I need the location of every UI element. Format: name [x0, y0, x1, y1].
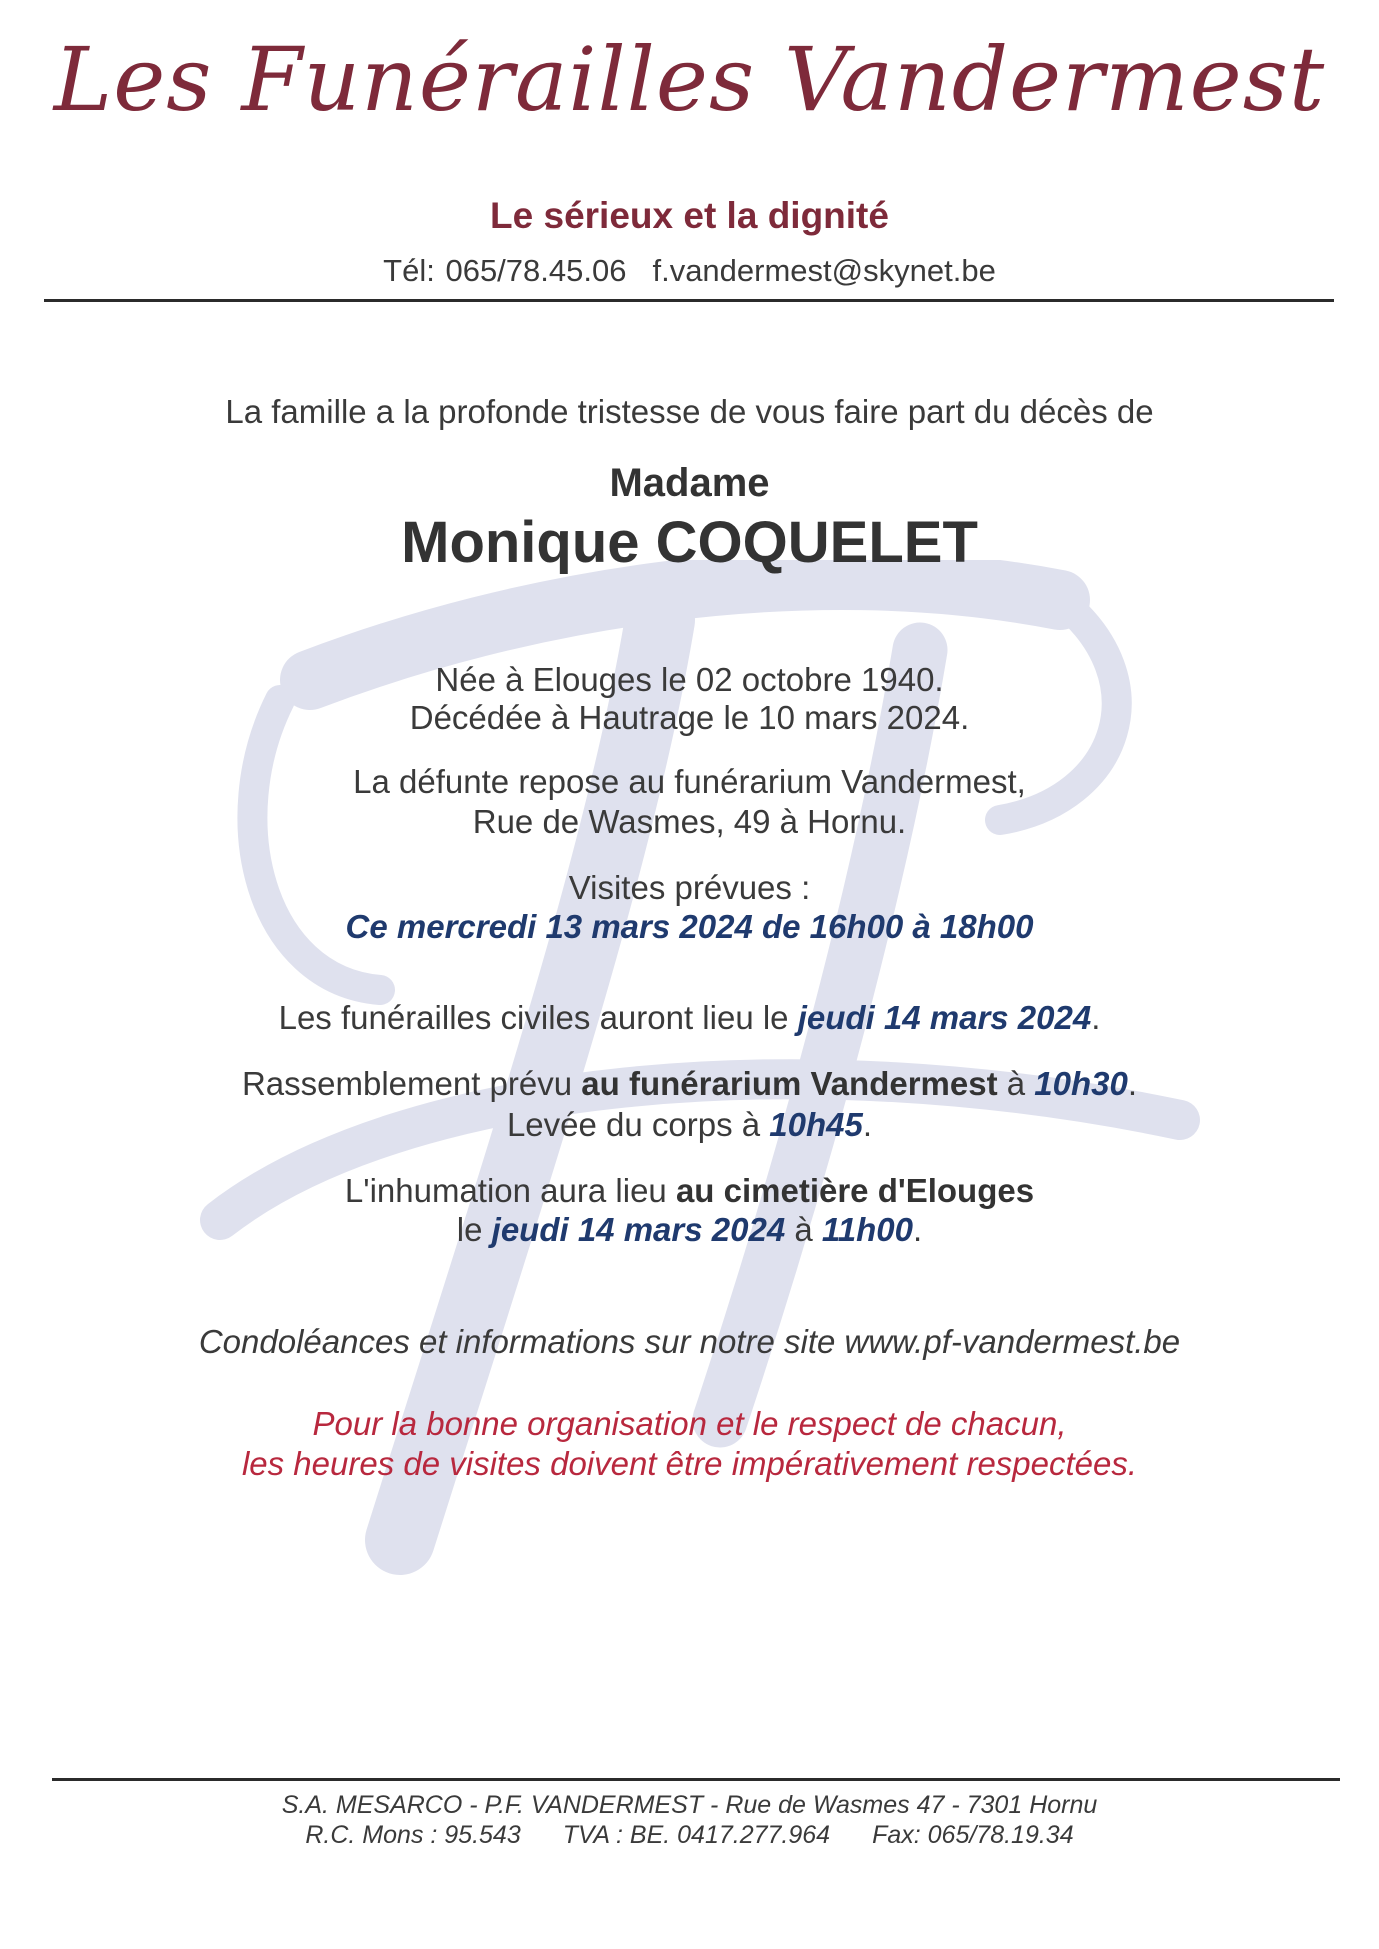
footer-tva: TVA : BE. 0417.277.964	[562, 1821, 831, 1849]
footer-company: S.A. MESARCO - P.F. VANDERMEST - Rue de Wasmes 47 - 7301 Hornu	[281, 1791, 1098, 1819]
burial-at: à	[785, 1211, 822, 1248]
gathering-time: 10h30	[1034, 1065, 1128, 1102]
burial-le: le	[456, 1211, 492, 1248]
gathering-text: Rassemblement prévu	[241, 1065, 582, 1102]
company-logo: Les Funérailles Vandermest	[53, 28, 1326, 131]
gathering-period: .	[1127, 1065, 1138, 1102]
footer-divider	[52, 1778, 1340, 1781]
levee-line	[0, 1105, 1379, 1145]
header-divider	[44, 299, 1334, 302]
resting-place-line2: Rue de Wasmes, 49 à Hornu.	[472, 803, 907, 840]
footer-registration	[0, 1820, 1379, 1850]
death-info: Décédée à Hautrage le 10 mars 2024.	[409, 699, 970, 736]
visit-reminder-line2: les heures de visites doivent être impérativement respectées.	[241, 1445, 1138, 1482]
footer-rc: R.C. Mons : 95.543	[305, 1821, 521, 1849]
contact-line	[0, 253, 1379, 289]
deceased-title: Madame	[609, 461, 770, 505]
visit-reminder-line1: Pour la bonne organisation et le respect de chacun,	[312, 1405, 1067, 1442]
gathering-line	[0, 1064, 1379, 1104]
levee-time: 10h45	[769, 1106, 863, 1143]
phone-number: Tél: 065/78.45.06	[383, 253, 627, 288]
birth-info: Née à Elouges le 02 octobre 1940.	[435, 661, 944, 698]
tagline: Le sérieux et la dignité	[490, 195, 889, 236]
burial-period: .	[913, 1211, 923, 1248]
funeral-text: Les funérailles civiles auront lieu le	[278, 999, 798, 1036]
burial-time: 11h00	[821, 1211, 914, 1248]
funeral-period: .	[1091, 999, 1101, 1036]
levee-period: .	[862, 1106, 873, 1143]
burial-line2	[0, 1210, 1379, 1250]
deceased-name: Monique COQUELET	[401, 510, 978, 575]
announcement-intro: La famille a la profonde tristesse de vous faire part du décès de	[225, 393, 1154, 430]
condolences-website: Condoléances et informations sur notre site www.pf-vandermest.be	[198, 1323, 1181, 1360]
resting-place-line1: La défunte repose au funérarium Vandermest,	[353, 763, 1026, 800]
burial-text: L'inhumation aura lieu	[344, 1172, 676, 1209]
funeral-date: jeudi 14 mars 2024	[797, 999, 1092, 1036]
burial-date: jeudi 14 mars 2024	[491, 1211, 786, 1248]
email-address[interactable]: f.vandermest@skynet.be	[652, 253, 996, 288]
burial-place: au cimetière d'Elouges	[675, 1172, 1035, 1209]
gathering-place: au funérarium Vandermest	[581, 1065, 998, 1102]
funeral-date-line	[0, 998, 1379, 1038]
visits-label: Visites prévues :	[568, 869, 811, 906]
visits-date: Ce mercredi 13 mars 2024 de 16h00 à 18h00	[345, 908, 1034, 945]
burial-line1	[0, 1171, 1379, 1211]
gathering-at: à	[997, 1065, 1035, 1102]
levee-text: Levée du corps à	[506, 1106, 770, 1143]
footer-fax: Fax: 065/78.19.34	[872, 1821, 1074, 1849]
